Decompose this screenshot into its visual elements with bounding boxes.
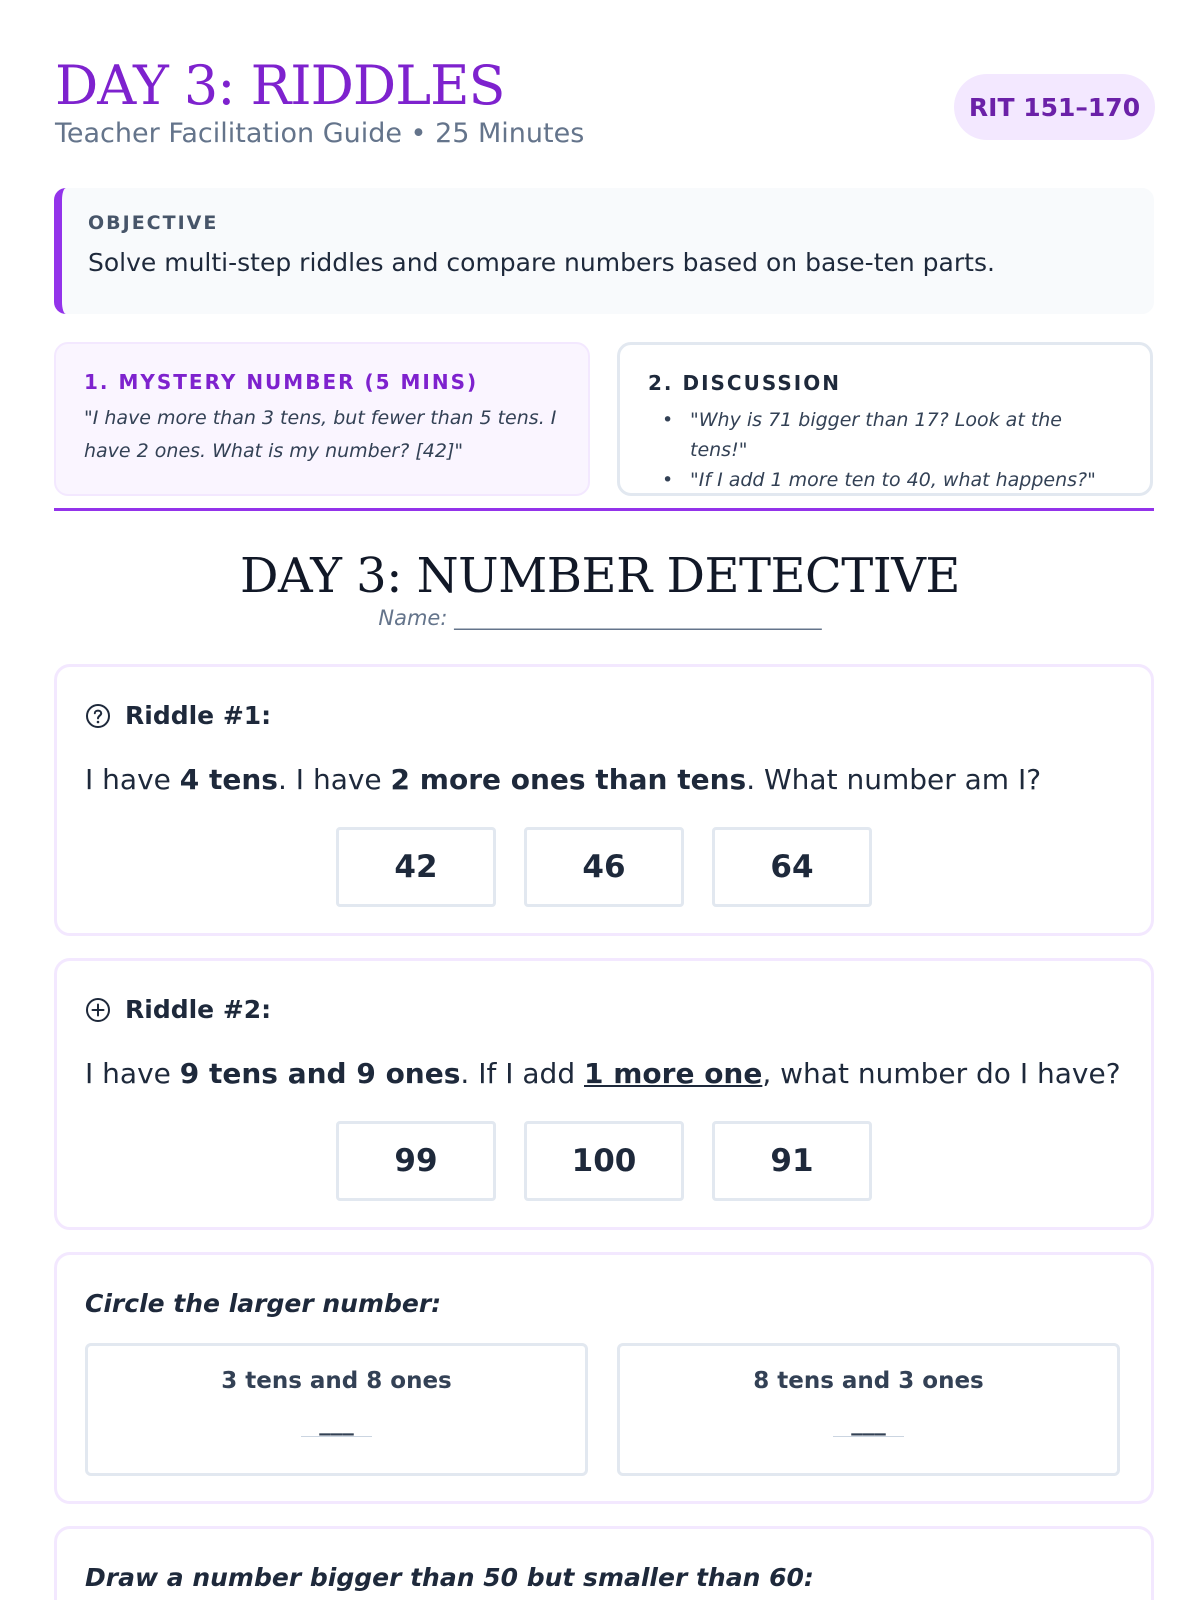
riddle-2-choices <box>57 1121 1151 1201</box>
compare-option-text: 8 tens and 3 ones <box>753 1368 984 1394</box>
name-line: Name: ___________________________________ <box>378 606 822 630</box>
discussion-item: • "Why is 71 bigger than 17? Look at the tens!" <box>648 405 1122 465</box>
objective-text: Solve multi-step riddles and compare numbers based on base-ten parts. <box>88 248 995 277</box>
answer-blank[interactable]: ___ <box>301 1410 372 1437</box>
discussion-card <box>617 342 1153 496</box>
riddle-2-text: I have 9 tens and 9 ones. If I add 1 more one, what number do I have? <box>85 1057 1121 1090</box>
answer-choice[interactable]: 46 <box>524 827 684 907</box>
draw-box <box>54 1526 1154 1600</box>
page-subtitle: Teacher Facilitation Guide • 25 Minutes <box>55 118 585 149</box>
answer-choice[interactable]: 91 <box>712 1121 872 1201</box>
answer-blank[interactable]: ___ <box>833 1410 904 1437</box>
page-title: DAY 3: RIDDLES <box>55 54 505 117</box>
riddle-2-box <box>54 958 1154 1230</box>
page-header <box>55 56 1155 156</box>
answer-choice[interactable]: 99 <box>336 1121 496 1201</box>
section-divider <box>54 508 1154 511</box>
compare-box <box>54 1252 1154 1504</box>
discussion-label: 2. DISCUSSION <box>648 371 841 395</box>
discussion-list <box>648 405 1122 495</box>
riddle-1-text: I have 4 tens. I have 2 more ones than tens. What number am I? <box>85 763 1042 796</box>
mystery-number-card <box>54 342 590 496</box>
riddle-1-heading-text: Riddle #1: <box>125 701 272 730</box>
plus-circle-icon <box>85 997 111 1023</box>
objective-label: OBJECTIVE <box>88 212 219 234</box>
draw-instruction: Draw a number bigger than 50 but smaller than 60: <box>85 1563 814 1592</box>
objective-panel <box>54 188 1154 314</box>
compare-option-right[interactable] <box>617 1343 1120 1476</box>
mystery-number-label: 1. MYSTERY NUMBER (5 MINS) <box>84 370 479 394</box>
riddle-1-box <box>54 664 1154 936</box>
riddle-2-heading-text: Riddle #2: <box>125 995 272 1024</box>
discussion-item: • "If I add 1 more ten to 40, what happens?" <box>648 465 1122 495</box>
compare-option-text: 3 tens and 8 ones <box>221 1368 452 1394</box>
answer-choice[interactable]: 100 <box>524 1121 684 1201</box>
mystery-number-text: "I have more than 3 tens, but fewer than 5 tens. I have 2 ones. What is my number? [42]" <box>84 407 557 462</box>
question-circle-icon <box>85 703 111 729</box>
answer-choice[interactable]: 64 <box>712 827 872 907</box>
answer-choice[interactable]: 42 <box>336 827 496 907</box>
worksheet-title: DAY 3: NUMBER DETECTIVE <box>240 548 960 604</box>
riddle-1-choices <box>57 827 1151 907</box>
rit-badge: RIT 151–170 <box>954 74 1155 140</box>
compare-option-left[interactable] <box>85 1343 588 1476</box>
riddle-1-heading <box>85 701 271 730</box>
compare-instruction: Circle the larger number: <box>85 1289 442 1318</box>
riddle-2-heading <box>85 995 271 1024</box>
